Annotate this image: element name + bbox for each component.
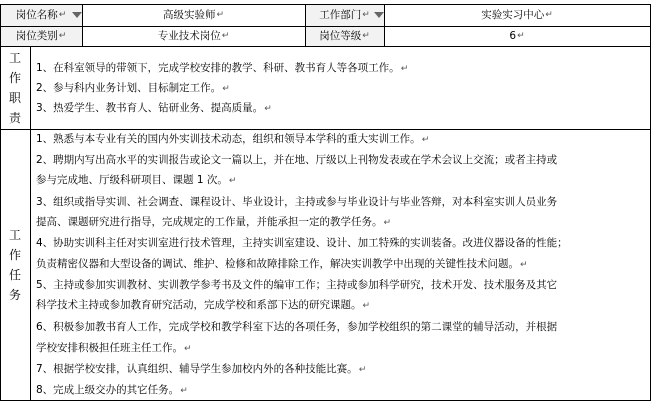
tasks-title-char: 工 bbox=[8, 227, 21, 242]
tasks-line: 提高、课题研究进行指导，完成规定的工作量，并能承担一定的教学任务。↵ bbox=[36, 216, 392, 228]
paragraph-mark-icon: ↵ bbox=[358, 365, 367, 375]
paragraph-mark-icon: ↵ bbox=[264, 104, 272, 114]
department-label-cell bbox=[305, 4, 384, 26]
tasks-title-char: 务 bbox=[8, 287, 21, 302]
table-border-col1 bbox=[82, 4, 83, 46]
table-border-row1 bbox=[0, 26, 651, 27]
paragraph-mark-icon: ↵ bbox=[221, 31, 230, 41]
paragraph-mark-icon: ↵ bbox=[545, 10, 553, 20]
tasks-line: 3、组织或指导实训、社会调查、课程设计、毕业设计，主持或参与毕业设计与毕业答辩，对本科室实训人员业务 bbox=[36, 196, 558, 208]
table-border-left bbox=[0, 4, 1, 401]
duties-line: 3、热爱学生、教书育人、钻研业务、提高质量。↵ bbox=[36, 102, 272, 114]
tasks-line: 学校安排积极担任班主任工作。↵ bbox=[36, 342, 192, 354]
position-name-value: 高级实验师 bbox=[162, 9, 216, 21]
tasks-title-char: 任 bbox=[8, 267, 21, 282]
tasks-line: 参与完成地、厅级科研项目、课题 1 次。↵ bbox=[36, 174, 237, 186]
duties-title bbox=[0, 46, 30, 129]
table-border-col2 bbox=[305, 4, 306, 46]
tasks-line: 1、熟悉与本专业有关的国内外实训技术动态，组织和领导本学科的重大实训工作。↵ bbox=[36, 133, 430, 145]
position-name-value-cell bbox=[82, 4, 305, 26]
paragraph-mark-icon: ↵ bbox=[362, 10, 370, 20]
duties-line: 1、在科室领导的带领下，完成学校安排的教学、科研、教书育人等各项工作。↵ bbox=[36, 62, 409, 74]
tasks-line: 6、积极参加教书育人工作，完成学校和教学科室下达的各项任务，参加学校组织的第二课堂的辅导活动，并根据 bbox=[36, 321, 558, 333]
tasks-title bbox=[0, 129, 30, 400]
duties-content bbox=[30, 46, 650, 129]
department-value-cell bbox=[384, 4, 650, 26]
position-name-label: 岗位名称 bbox=[15, 9, 58, 21]
duties-title-char: 责 bbox=[8, 110, 21, 125]
paragraph-mark-icon: ↵ bbox=[362, 31, 370, 41]
tasks-line: 8、完成上级交办的其它任务。↵ bbox=[36, 384, 188, 396]
paragraph-mark-icon: ↵ bbox=[421, 135, 430, 145]
table-border-row3 bbox=[0, 129, 651, 130]
paragraph-mark-icon: ↵ bbox=[517, 31, 525, 41]
position-category-label: 岗位类别 bbox=[15, 30, 58, 42]
tasks-line: 2、聘期内写出高水平的实训报告或论文一篇以上，并在地、厅级以上刊物发表或在学术会议上交流；或者主持或 bbox=[36, 154, 558, 166]
dropdown-arrow-icon bbox=[374, 12, 384, 18]
tasks-title-char: 作 bbox=[8, 247, 21, 262]
position-level-value: 6 bbox=[509, 30, 517, 42]
table-border-row2 bbox=[0, 46, 651, 47]
position-level-value-cell bbox=[384, 26, 650, 46]
position-name-label-cell bbox=[0, 4, 82, 26]
tasks-line: 5、主持或参加实训教材、实训教学参考书及文件的编审工作；主持或参加科学研究，技术开发、技术服务及其它 bbox=[36, 279, 558, 291]
paragraph-mark-icon: ↵ bbox=[58, 31, 67, 41]
paragraph-mark-icon: ↵ bbox=[520, 260, 528, 270]
duties-line: 2、参与科内业务计划、目标制定工作。↵ bbox=[36, 82, 230, 94]
table-border-col3 bbox=[384, 4, 385, 46]
paragraph-mark-icon: ↵ bbox=[222, 84, 230, 94]
paragraph-mark-icon: ↵ bbox=[362, 301, 371, 311]
tasks-line: 科学技术主持或参加教育研究活动，完成学校和系部下达的研究课题。↵ bbox=[36, 299, 371, 311]
duties-title-char: 职 bbox=[8, 90, 21, 105]
position-level-label: 岗位等级 bbox=[319, 30, 362, 42]
tasks-line: 负责精密仪器和大型设备的调试、维护、检修和故障排除工作，解决实训教学中出现的关键性技术问题。↵ bbox=[36, 258, 528, 270]
position-category-value-cell bbox=[82, 26, 305, 46]
department-value: 实验实习中心 bbox=[481, 9, 545, 21]
tasks-content bbox=[30, 129, 650, 400]
paragraph-mark-icon: ↵ bbox=[228, 176, 237, 186]
paragraph-mark-icon: ↵ bbox=[180, 386, 188, 396]
department-label: 工作部门 bbox=[319, 9, 362, 21]
paragraph-mark-icon: ↵ bbox=[383, 218, 392, 228]
table-border-section-col bbox=[30, 46, 31, 401]
position-category-label-cell bbox=[0, 26, 82, 46]
duties-title-char: 作 bbox=[8, 70, 21, 85]
table-border-bottom bbox=[0, 400, 651, 401]
paragraph-mark-icon: ↵ bbox=[58, 10, 67, 20]
tasks-line: 4、协助实训科主任对实训室进行技术管理，主持实训室建设、设计、加工特殊的实训装备。改进仪器设备的性能； bbox=[36, 237, 568, 249]
duties-title-char: 工 bbox=[8, 50, 21, 65]
paragraph-mark-icon: ↵ bbox=[184, 344, 192, 354]
paragraph-mark-icon: ↵ bbox=[400, 64, 409, 74]
tasks-line: 7、根据学校安排，认真组织、辅导学生参加校内外的各种技能比赛。↵ bbox=[36, 363, 367, 375]
position-level-label-cell bbox=[305, 26, 384, 46]
position-category-value: 专业技术岗位 bbox=[157, 30, 221, 42]
paragraph-mark-icon: ↵ bbox=[216, 10, 225, 20]
dropdown-arrow-icon bbox=[72, 12, 82, 18]
table-border-top bbox=[0, 4, 651, 5]
